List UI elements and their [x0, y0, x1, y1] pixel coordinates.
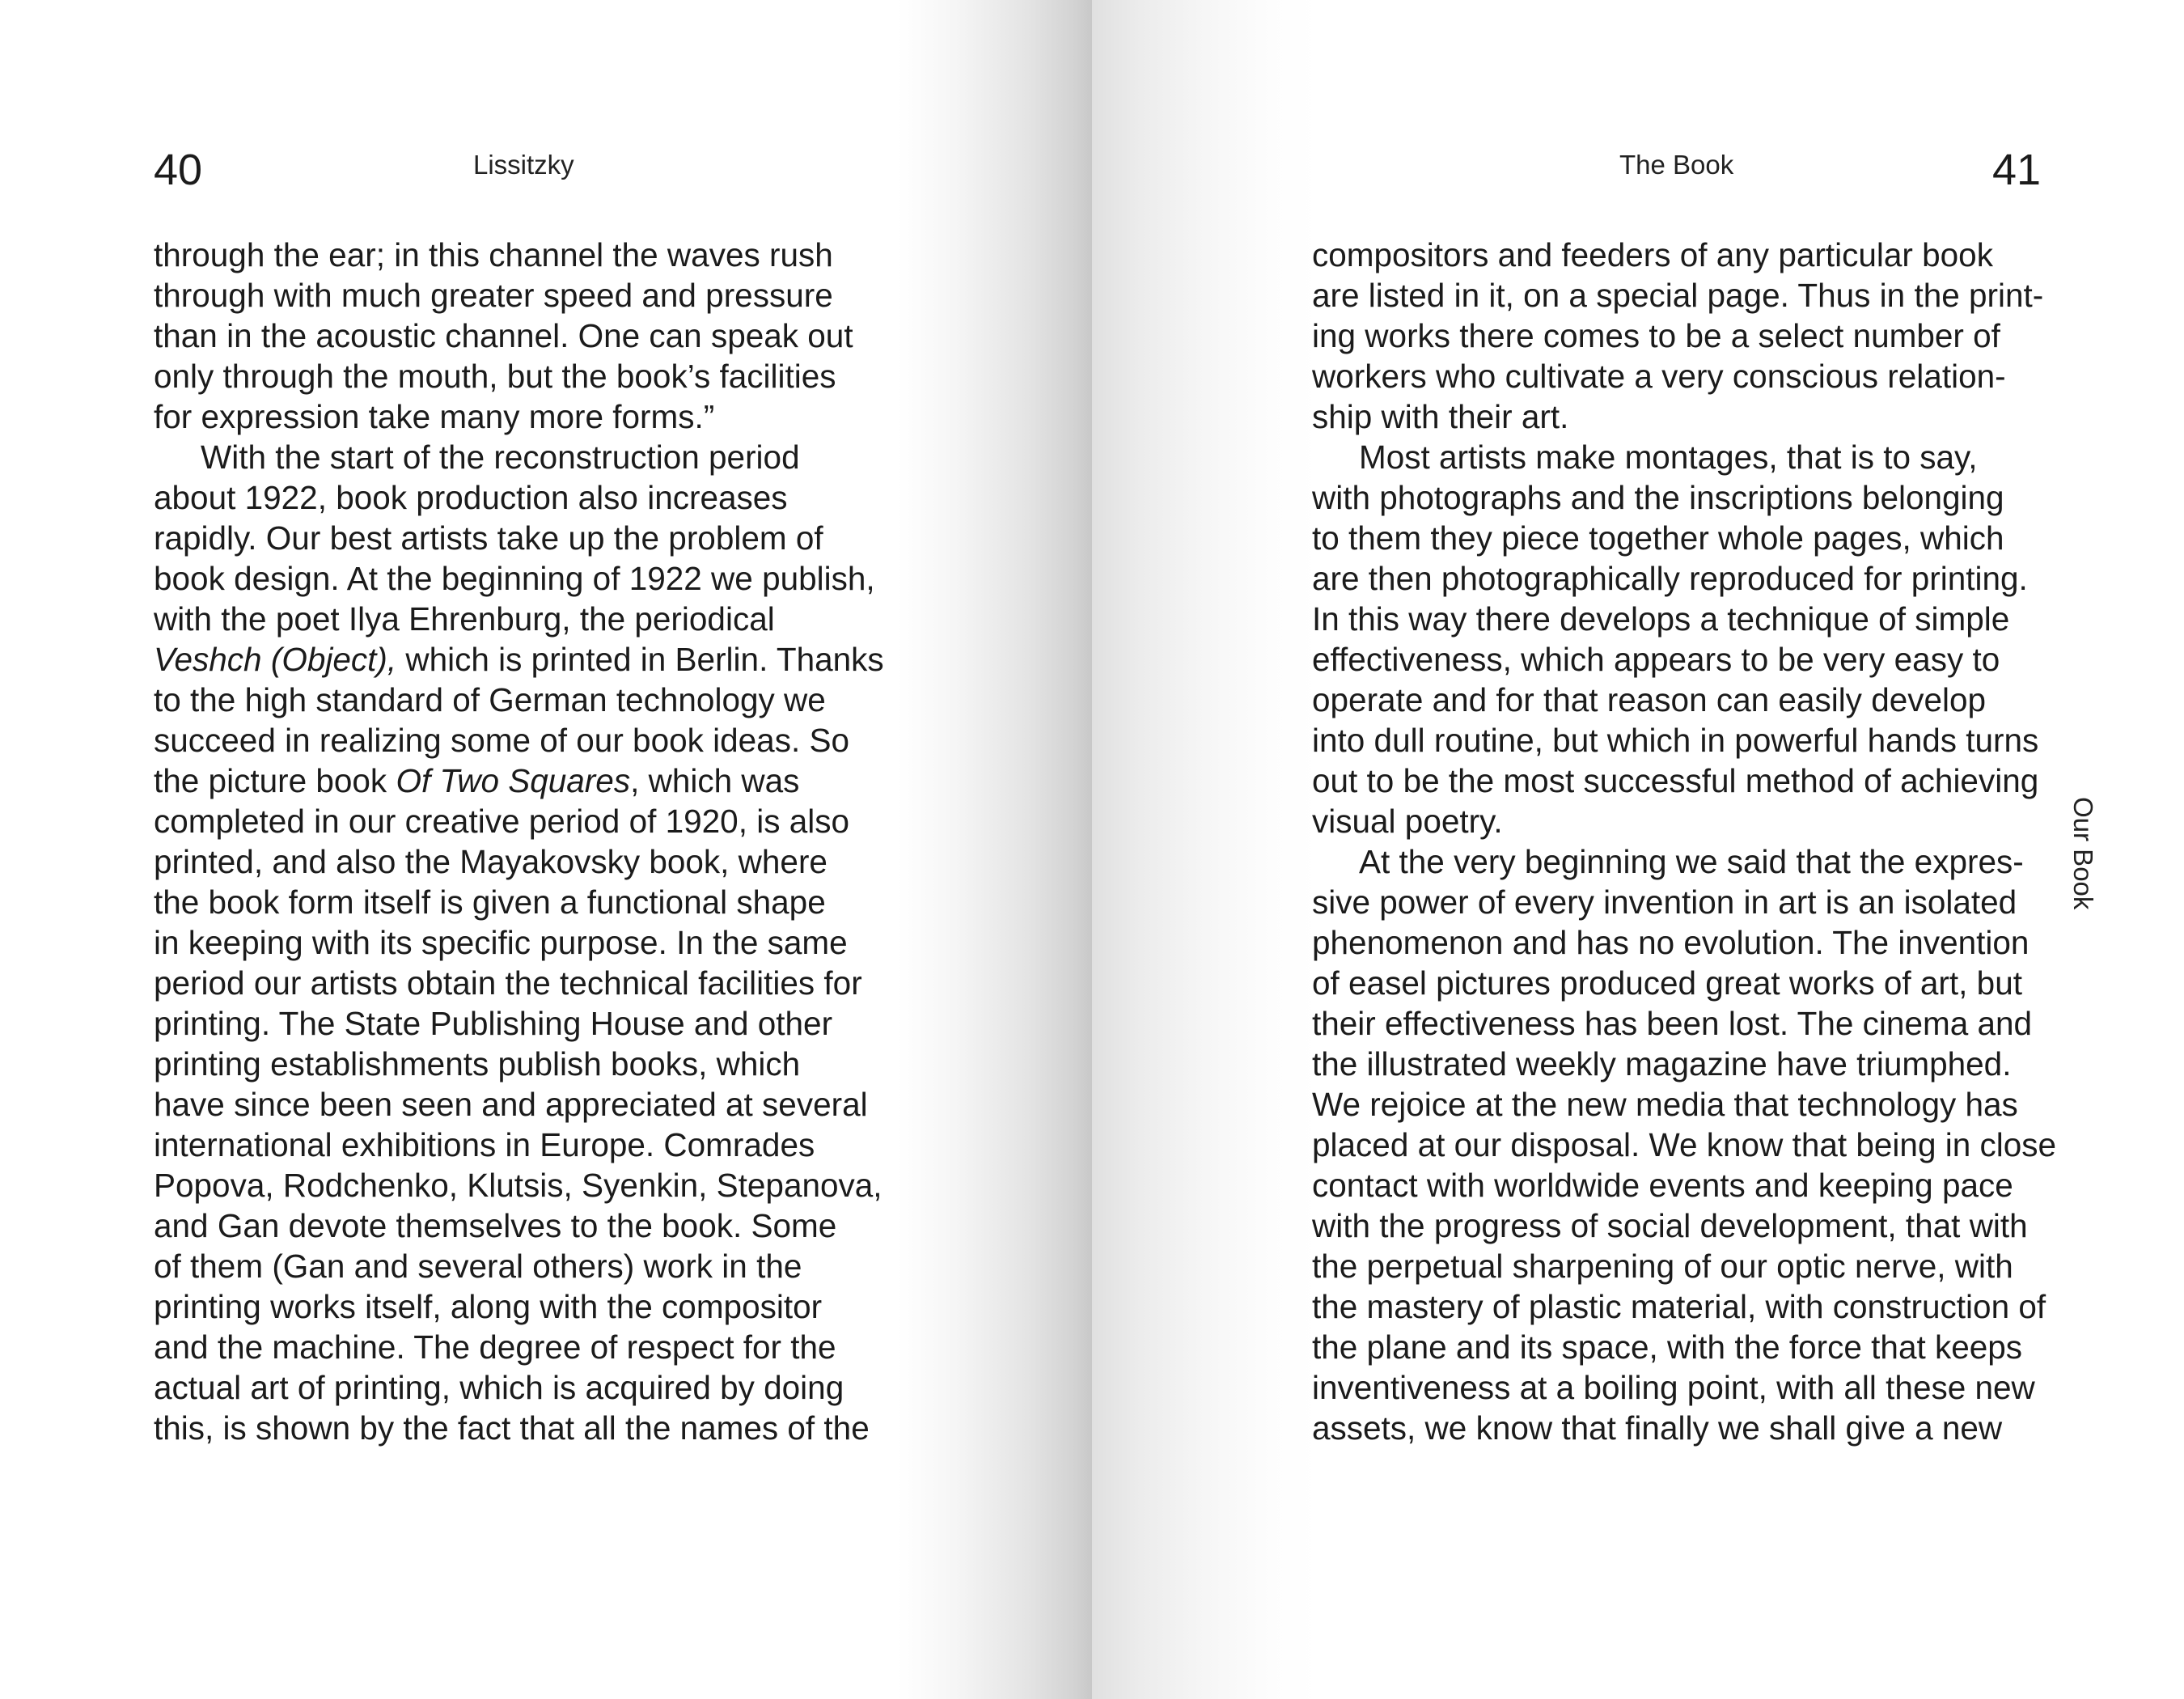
- text-line: ship with their art.: [1312, 398, 1569, 435]
- text-line: operate and for that reason can easily develop: [1312, 681, 1987, 718]
- text-line: At the very beginning we said that the expres-: [1359, 843, 2024, 880]
- line-text: , which was: [630, 762, 800, 799]
- text-line: Most artists make montages, that is to say,: [1359, 439, 1978, 476]
- right-page: [1092, 0, 2184, 1699]
- text-line: than in the acoustic channel. One can speak out: [154, 317, 853, 354]
- text-line: the mastery of plastic material, with construction of: [1312, 1288, 2046, 1325]
- text-line: with the progress of social development, that with: [1312, 1207, 2028, 1244]
- text-line: with photographs and the inscriptions belonging: [1312, 479, 2004, 516]
- text-line: this, is shown by the fact that all the names of the: [154, 1409, 870, 1447]
- text-line: visual poetry.: [1312, 803, 1503, 840]
- text-line: and the machine. The degree of respect for the: [154, 1328, 836, 1366]
- text-line: in keeping with its specific purpose. In the same: [154, 924, 848, 961]
- line-text: the picture book: [154, 762, 396, 799]
- text-line: and Gan devote themselves to the book. Some: [154, 1207, 837, 1244]
- text-line: into dull routine, but which in powerful hands turns: [1312, 722, 2039, 759]
- text-line: In this way there develops a technique of simple: [1312, 600, 2010, 638]
- text-line: are then photographically reproduced for printing.: [1312, 560, 2028, 597]
- text-line: out to be the most successful method of achieving: [1312, 762, 2039, 799]
- text-line: [154, 761, 884, 801]
- text-line: of easel pictures produced great works of art, but: [1312, 964, 2022, 1002]
- text-line: We rejoice at the new media that technology has: [1312, 1086, 2018, 1123]
- text-line: actual art of printing, which is acquired by doing: [154, 1369, 844, 1406]
- text-line: compositors and feeders of any particular book: [1312, 236, 1993, 273]
- text-line: period our artists obtain the technical facilities for: [154, 964, 862, 1002]
- text-line: their effectiveness has been lost. The cinema and: [1312, 1005, 2033, 1042]
- text-line: the perpetual sharpening of our optic nerve, with: [1312, 1248, 2013, 1285]
- right-page-body: [1312, 235, 2056, 1448]
- text-line: through the ear; in this channel the waves rush: [154, 236, 833, 273]
- text-line: printing. The State Publishing House and other: [154, 1005, 833, 1042]
- text-line: printing establishments publish books, which: [154, 1045, 801, 1083]
- page-number-right: 41: [1992, 146, 2042, 194]
- text-line: effectiveness, which appears to be very easy to: [1312, 641, 2000, 678]
- running-head-left: Lissitzky: [473, 150, 574, 180]
- text-line: of them (Gan and several others) work in the: [154, 1248, 802, 1285]
- italic-title: Of Two Squares: [396, 762, 631, 799]
- text-line: the book form itself is given a functional shape: [154, 883, 826, 921]
- text-line: ing works there comes to be a select number of: [1312, 317, 2000, 354]
- text-line: for expression take many more forms.”: [154, 398, 715, 435]
- text-line: printed, and also the Mayakovsky book, where: [154, 843, 827, 880]
- line-text: which is printed in Berlin. Thanks: [396, 641, 884, 678]
- text-line: Popova, Rodchenko, Klutsis, Syenkin, Stepanova,: [154, 1167, 882, 1204]
- running-head-right: The Book: [1619, 150, 1734, 180]
- text-line: to the high standard of German technology we: [154, 681, 826, 718]
- text-line: are listed in it, on a special page. Thus in the print-: [1312, 277, 2044, 314]
- text-line: have since been seen and appreciated at several: [154, 1086, 868, 1123]
- text-line: about 1922, book production also increases: [154, 479, 788, 516]
- page-number-left: 40: [154, 146, 203, 194]
- side-section-label: Our Book: [2068, 797, 2098, 910]
- text-line: the plane and its space, with the force that keeps: [1312, 1328, 2023, 1366]
- text-line: phenomenon and has no evolution. The invention: [1312, 924, 2030, 961]
- text-line: completed in our creative period of 1920, is also: [154, 803, 849, 840]
- text-line: workers who cultivate a very conscious relation-: [1312, 358, 2006, 395]
- text-line: With the start of the reconstruction period: [201, 439, 800, 476]
- text-line: through with much greater speed and pressure: [154, 277, 833, 314]
- text-line: sive power of every invention in art is an isolated: [1312, 883, 2017, 921]
- text-line: international exhibitions in Europe. Comrades: [154, 1126, 815, 1163]
- left-page-body: [154, 235, 884, 1448]
- text-line: only through the mouth, but the book’s facilities: [154, 358, 836, 395]
- text-line: the illustrated weekly magazine have triumphed.: [1312, 1045, 2012, 1083]
- text-line: assets, we know that finally we shall give a new: [1312, 1409, 2003, 1447]
- text-line: [154, 639, 884, 680]
- text-line: contact with worldwide events and keeping pace: [1312, 1167, 2013, 1204]
- text-line: printing works itself, along with the compositor: [154, 1288, 823, 1325]
- text-line: to them they piece together whole pages, which: [1312, 519, 2004, 557]
- text-line: succeed in realizing some of our book ideas. So: [154, 722, 849, 759]
- text-line: inventiveness at a boiling point, with all these new: [1312, 1369, 2035, 1406]
- text-line: placed at our disposal. We know that being in close: [1312, 1126, 2057, 1163]
- italic-title: Veshch (Object),: [154, 641, 397, 678]
- text-line: book design. At the beginning of 1922 we publish,: [154, 560, 875, 597]
- text-line: rapidly. Our best artists take up the problem of: [154, 519, 823, 557]
- text-line: with the poet Ilya Ehrenburg, the periodical: [154, 600, 775, 638]
